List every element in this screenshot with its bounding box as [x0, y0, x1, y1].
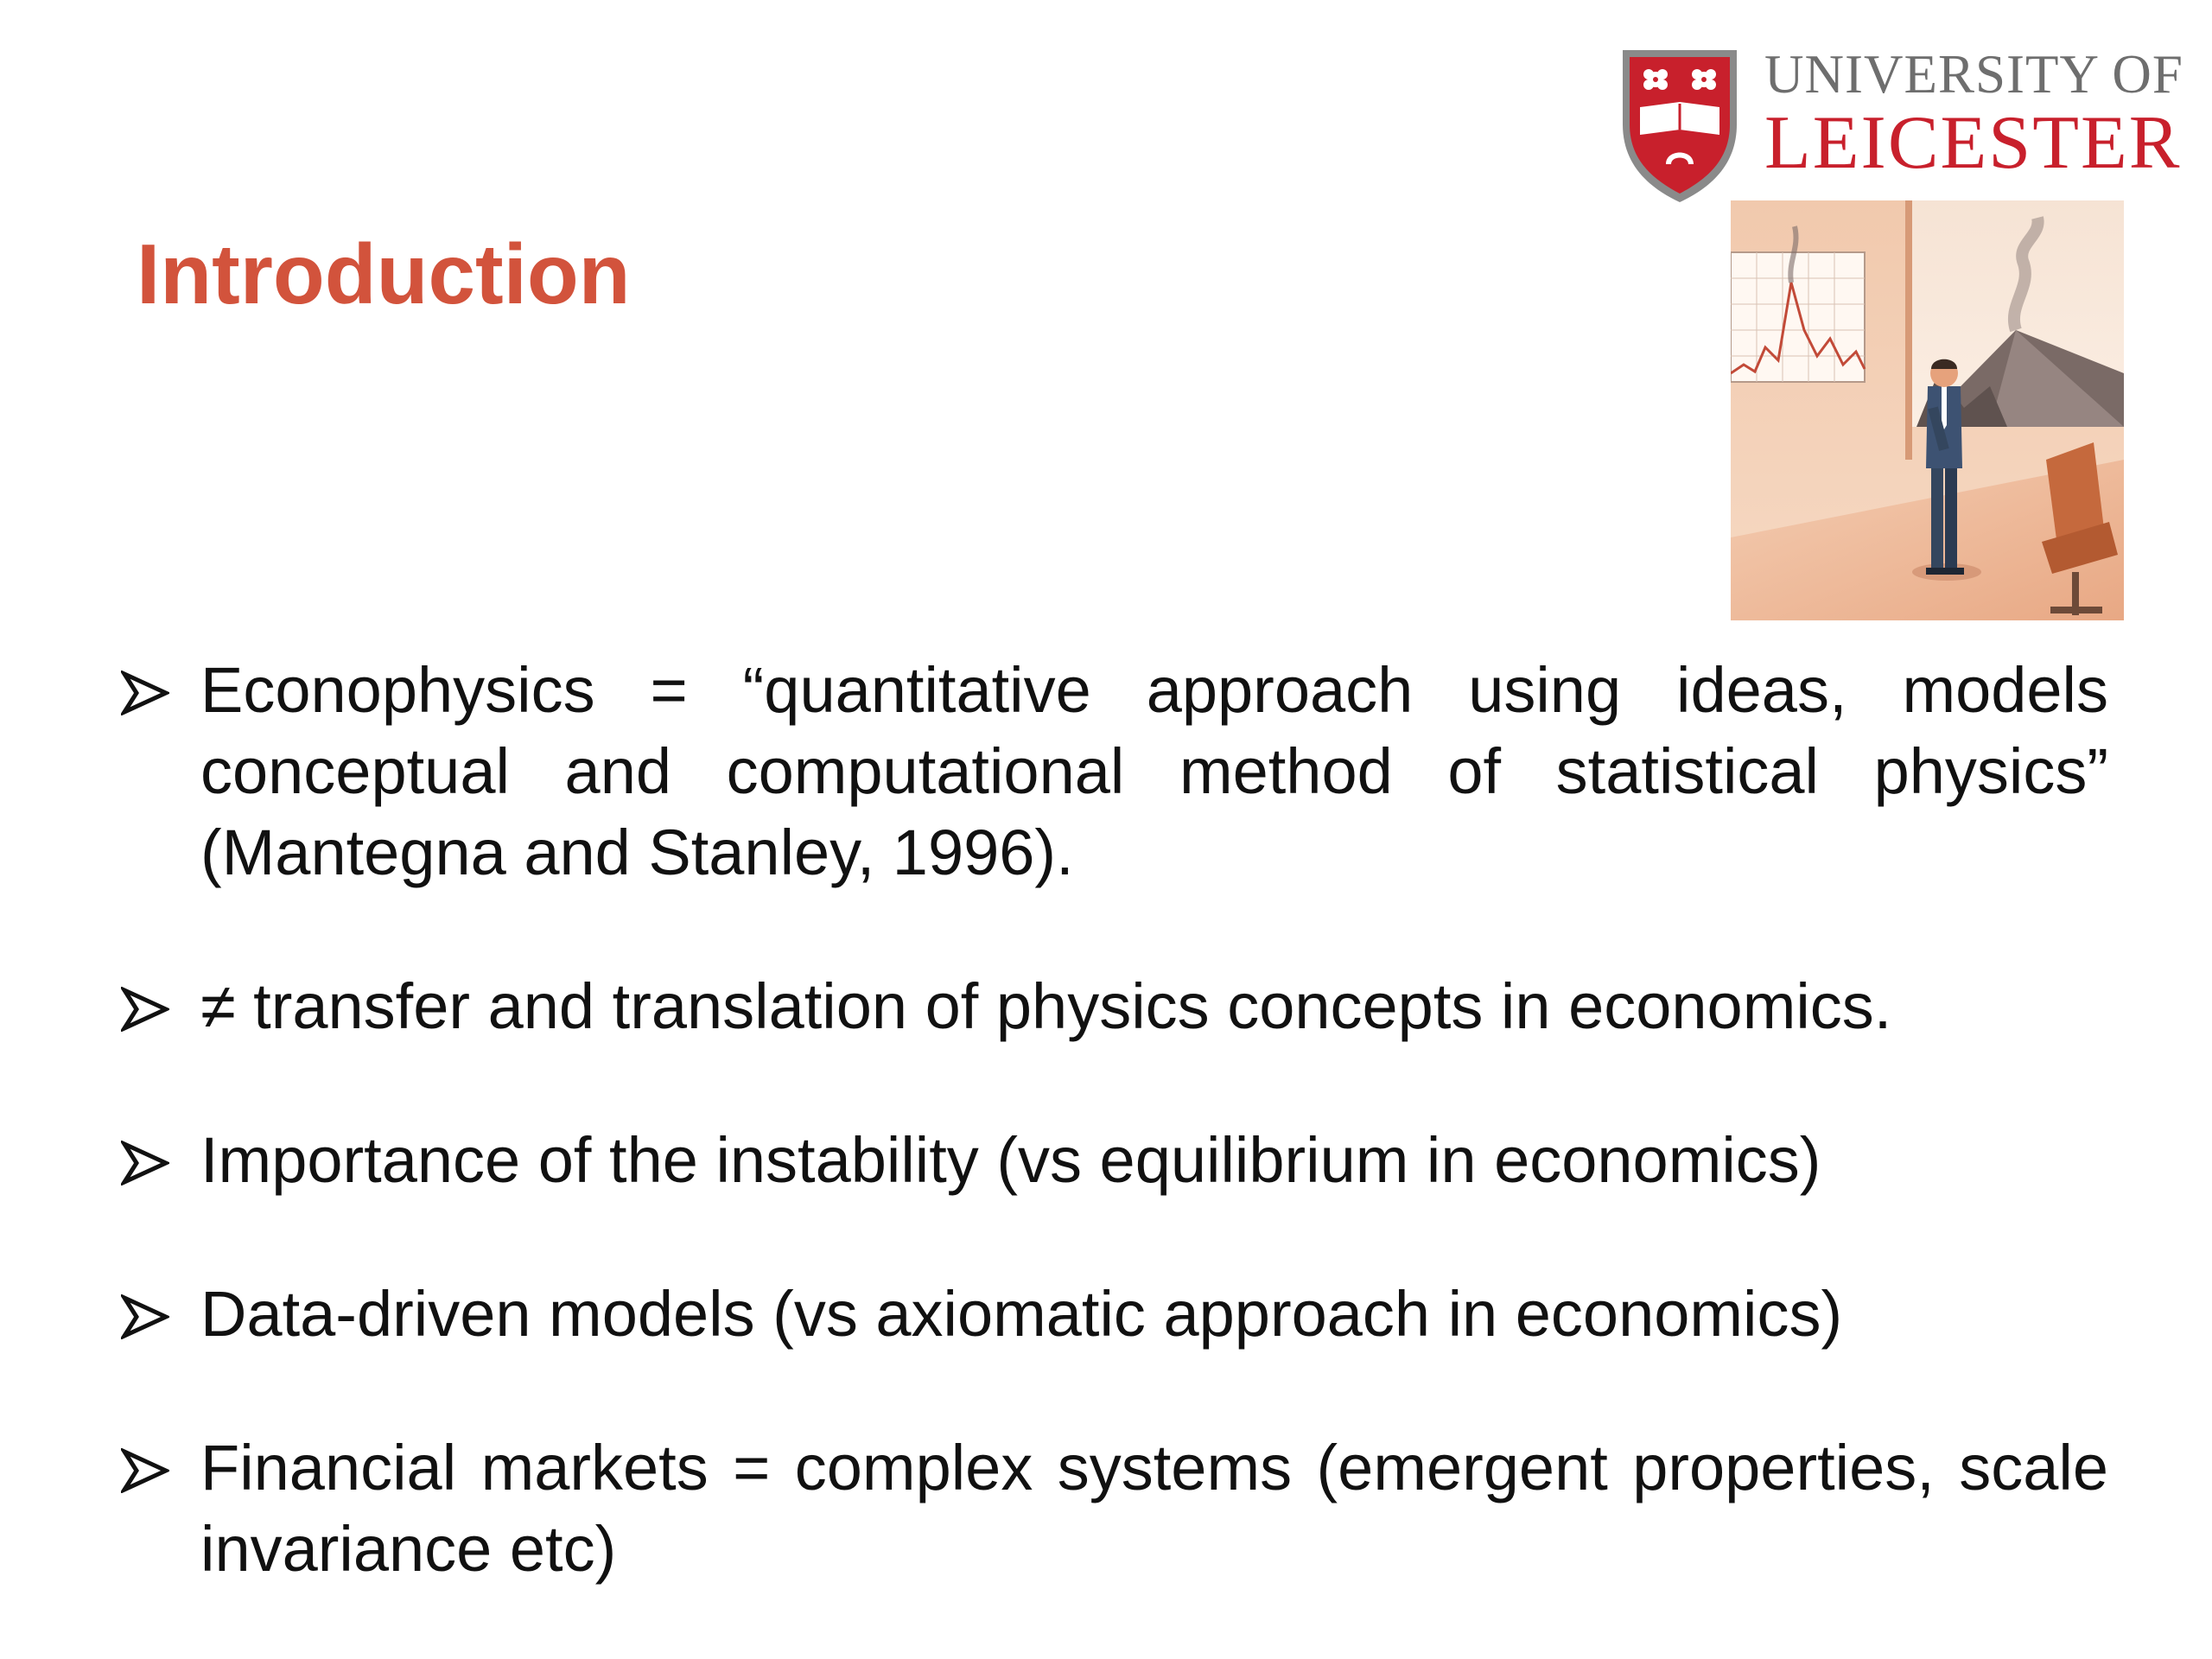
bullet-text: Econophysics = “quantitative approach using ideas, models conceptual and computational method of statistical physics” (Mantegna and Stanley, 1996).: [200, 654, 2108, 888]
list-item: [121, 650, 2108, 893]
university-crest-icon: [1616, 45, 1744, 205]
list-item: [121, 1120, 2108, 1201]
list-item: [121, 966, 2108, 1047]
university-logo: [1616, 45, 2186, 205]
businessman-volcano-chart-illustration: [1731, 200, 2124, 620]
list-item: [121, 1427, 2108, 1590]
arrowhead-bullet-icon: [121, 1448, 169, 1493]
bullet-text: Data-driven models (vs axiomatic approach in economics): [200, 1278, 1843, 1350]
arrowhead-bullet-icon: [121, 1141, 169, 1185]
university-wordmark: [1764, 45, 2186, 183]
logo-line-leicester: LEICESTER: [1764, 101, 2182, 185]
list-item: [121, 1274, 2108, 1355]
logo-line-university-of: UNIVERSITY OF: [1764, 44, 2183, 105]
bullet-text: Importance of the instability (vs equilibrium in economics): [200, 1124, 1821, 1196]
page-title: Introduction: [137, 226, 631, 321]
arrowhead-bullet-icon: [121, 987, 169, 1032]
bullet-list: [121, 650, 2108, 1590]
bullet-text: ≠ transfer and translation of physics concepts in economics.: [200, 970, 1892, 1042]
arrowhead-bullet-icon: [121, 671, 169, 715]
arrowhead-bullet-icon: [121, 1294, 169, 1339]
bullet-text: Financial markets = complex systems (emergent properties, scale invariance etc): [200, 1432, 2108, 1585]
